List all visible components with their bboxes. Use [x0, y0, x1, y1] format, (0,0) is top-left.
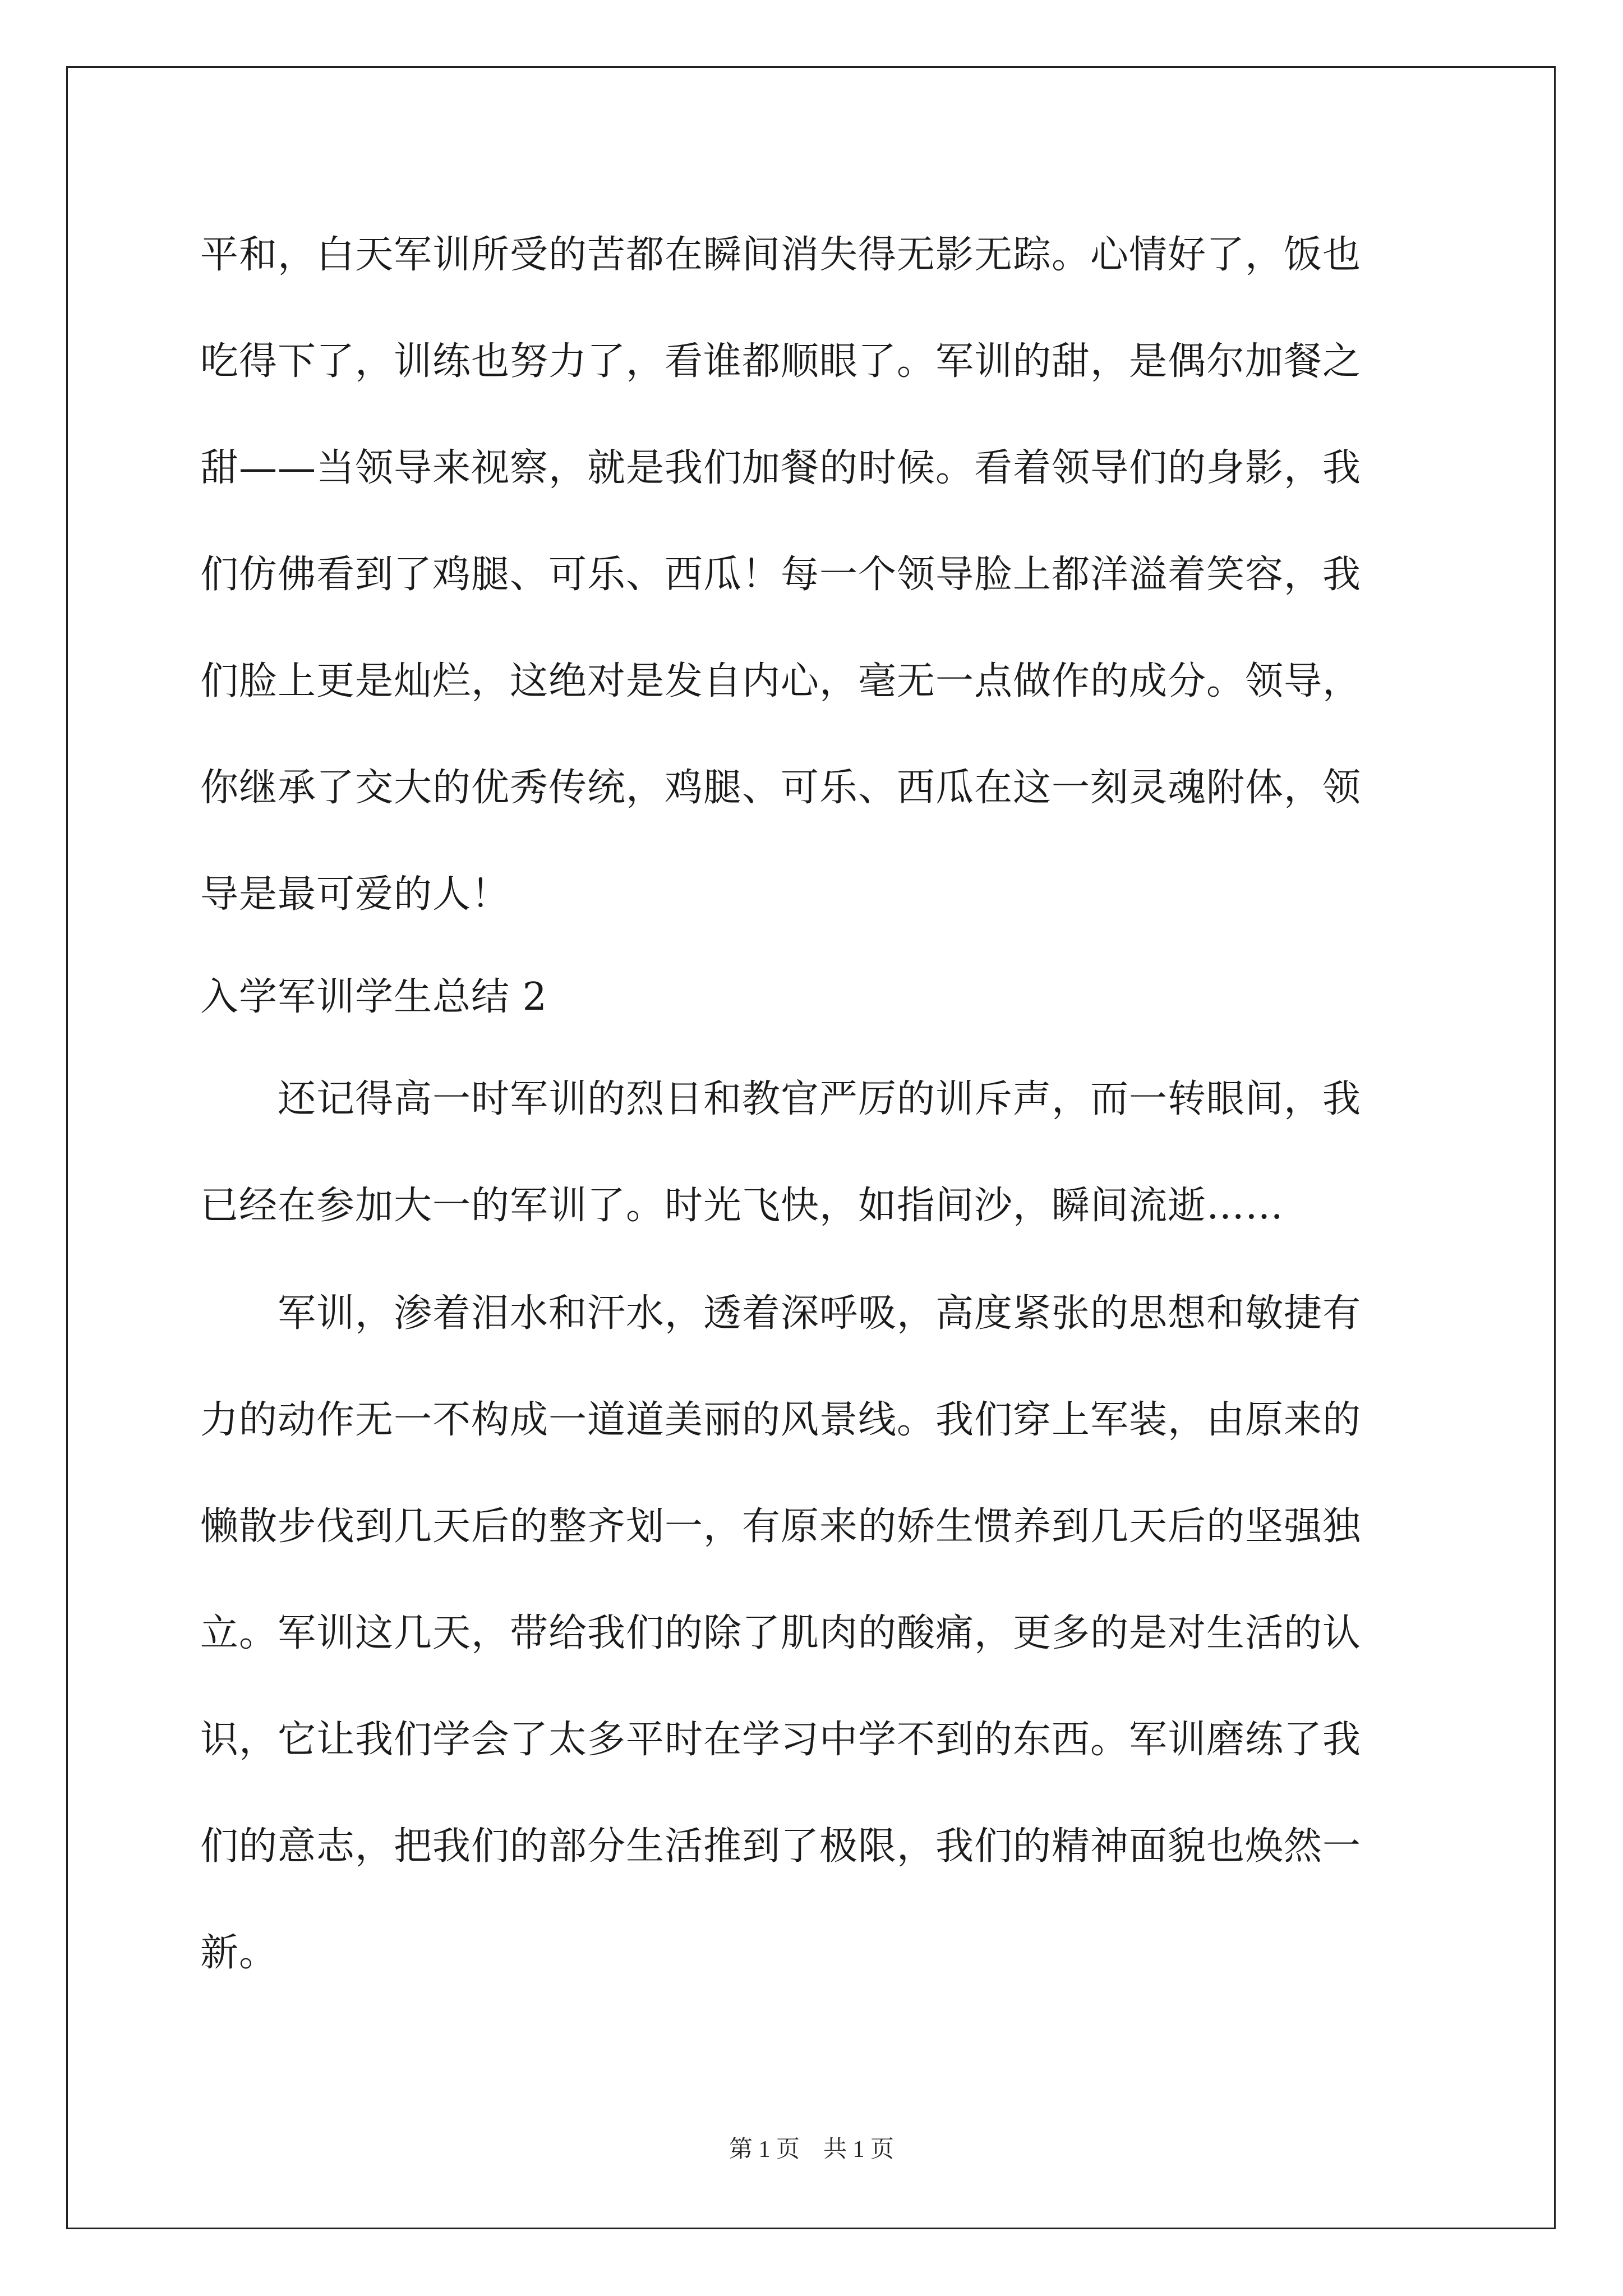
- paragraph-line: 吃得下了，训练也努力了，看谁都顺眼了。军训的甜，是偶尔加餐之: [200, 339, 1362, 384]
- paragraph-line: 你继承了交大的优秀传统，鸡腿、可乐、西瓜在这一刻灵魂附体，领: [200, 766, 1362, 810]
- page-number-footer: 第 1 页 共 1 页: [728, 2137, 894, 2162]
- paragraph-line: 已经在参加大一的军训了。时光飞快，如指间沙，瞬间流逝……: [200, 1184, 1284, 1228]
- paragraph-line: 们仿佛看到了鸡腿、可乐、西瓜！每一个领导脸上都洋溢着笑容，我: [200, 553, 1362, 597]
- paragraph-line: 新。: [200, 1931, 278, 1975]
- paragraph-line: 们的意志，把我们的部分生活推到了极限，我们的精神面貌也焕然一: [200, 1824, 1362, 1869]
- paragraph-line: 军训，渗着泪水和汗水，透着深呼吸，高度紧张的思想和敏捷有: [200, 1291, 1362, 1336]
- paragraph-line: 还记得高一时军训的烈日和教官严厉的训斥声，而一转眼间，我: [200, 1077, 1362, 1121]
- section-heading: 入学军训学生总结 2: [200, 975, 547, 1019]
- paragraph-line: 甜——当领导来视察，就是我们加餐的时候。看着领导们的身影，我: [200, 446, 1362, 490]
- paragraph-line: 平和，白天军训所受的苦都在瞬间消失得无影无踪。心情好了，饭也: [200, 233, 1362, 277]
- paragraph-line: 懒散步伐到几天后的整齐划一，有原来的娇生惯养到几天后的坚强独: [200, 1504, 1362, 1549]
- paragraph-line: 识，它让我们学会了太多平时在学习中学不到的东西。军训磨练了我: [200, 1718, 1362, 1762]
- paragraph-line: 立。军训这几天，带给我们的除了肌肉的酸痛，更多的是对生活的认: [200, 1611, 1362, 1655]
- paragraph-line: 力的动作无一不构成一道道美丽的风景线。我们穿上军装，由原来的: [200, 1398, 1362, 1442]
- paragraph-line: 导是最可爱的人！: [200, 872, 510, 917]
- paragraph-line: 们脸上更是灿烂，这绝对是发自内心，毫无一点做作的成分。领导，: [200, 659, 1362, 703]
